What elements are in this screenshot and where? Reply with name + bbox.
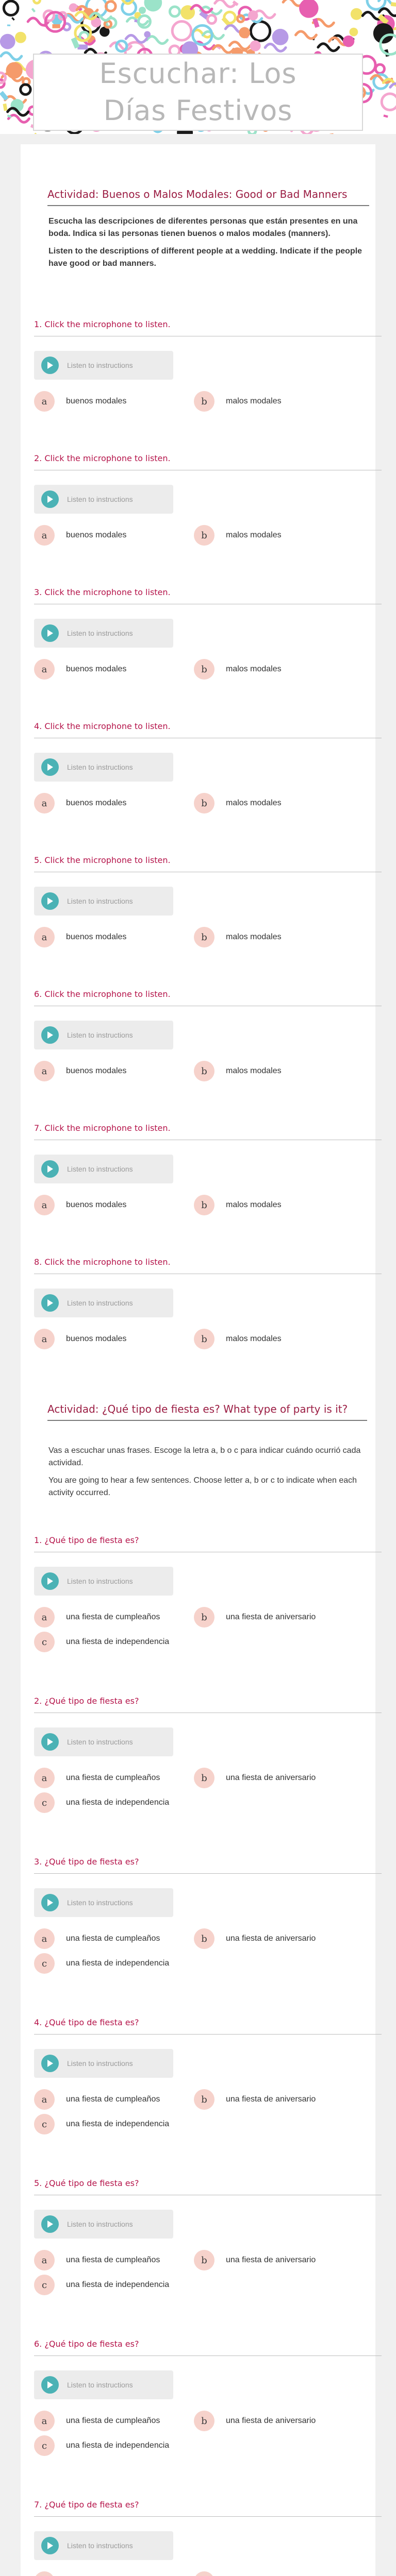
option-text: buenos modales bbox=[66, 531, 127, 539]
question-title: 2. ¿Qué tipo de fiesta es? bbox=[34, 1695, 382, 1713]
question-title: 2. Click the microphone to listen. bbox=[34, 452, 382, 470]
option-text: una fiesta de cumpleaños bbox=[66, 2095, 160, 2104]
listen-label: Listen to instructions bbox=[67, 1899, 133, 1907]
section1-instructions-en: Listen to the descriptions of different people at a wedding. Indicate if the people have good or bad manners. bbox=[48, 247, 362, 268]
option-text: una fiesta de aniversario bbox=[226, 2256, 316, 2264]
play-icon[interactable] bbox=[41, 490, 59, 508]
question-title: 6. ¿Qué tipo de fiesta es? bbox=[34, 2338, 382, 2356]
option-letter[interactable]: a bbox=[34, 2411, 55, 2431]
question bbox=[34, 720, 382, 816]
header-banner bbox=[0, 0, 396, 134]
question bbox=[34, 2338, 382, 2458]
answer-option[interactable] bbox=[34, 389, 194, 414]
listen-button[interactable] bbox=[34, 351, 173, 380]
question bbox=[34, 988, 382, 1083]
option-letter[interactable]: a bbox=[34, 1061, 55, 1081]
play-icon[interactable] bbox=[41, 1894, 59, 1911]
option-letter[interactable]: b bbox=[194, 1329, 214, 1349]
option-text: malos modales bbox=[226, 1334, 282, 1343]
answer-option[interactable] bbox=[194, 2248, 354, 2273]
option-letter[interactable]: b bbox=[194, 525, 214, 546]
answer-options bbox=[34, 1605, 382, 1654]
option-letter[interactable]: a bbox=[34, 2250, 55, 2270]
play-icon[interactable] bbox=[41, 2055, 59, 2072]
option-text: una fiesta de aniversario bbox=[226, 1773, 316, 1782]
listen-label: Listen to instructions bbox=[67, 495, 133, 503]
option-letter[interactable]: b bbox=[194, 927, 214, 947]
option-letter[interactable]: a bbox=[34, 793, 55, 814]
option-letter[interactable]: a bbox=[34, 1329, 55, 1349]
option-text: buenos modales bbox=[66, 397, 127, 405]
question bbox=[34, 2016, 382, 2137]
option-text: una fiesta de aniversario bbox=[226, 1934, 316, 1943]
listen-label: Listen to instructions bbox=[67, 629, 133, 637]
option-text: una fiesta de independencia bbox=[66, 2441, 170, 2450]
option-text: buenos modales bbox=[66, 665, 127, 673]
answer-options bbox=[34, 1193, 382, 1217]
option-letter[interactable]: b bbox=[194, 2089, 214, 2110]
option-letter[interactable]: a bbox=[34, 659, 55, 680]
option-letter[interactable]: a bbox=[34, 1607, 55, 1628]
option-letter[interactable]: a bbox=[34, 1195, 55, 1215]
option-letter[interactable]: b bbox=[194, 2250, 214, 2270]
play-icon[interactable] bbox=[41, 1733, 59, 1751]
option-letter[interactable]: b bbox=[194, 2411, 214, 2431]
question bbox=[34, 452, 382, 548]
option-letter[interactable]: a bbox=[34, 927, 55, 947]
listen-label: Listen to instructions bbox=[67, 2220, 133, 2228]
section1-heading: Actividad: Buenos o Malos Modales: Good or Bad Manners bbox=[47, 187, 369, 206]
option-letter[interactable]: b bbox=[194, 1768, 214, 1788]
listen-label: Listen to instructions bbox=[67, 1299, 133, 1307]
question bbox=[34, 1122, 382, 1217]
option-letter[interactable] bbox=[34, 2571, 55, 2576]
option-text: malos modales bbox=[226, 799, 282, 807]
listen-label: Listen to instructions bbox=[67, 1031, 133, 1039]
answer-option[interactable] bbox=[194, 389, 354, 414]
answer-option[interactable] bbox=[34, 1193, 194, 1217]
option-text: una fiesta de cumpleaños bbox=[66, 2416, 160, 2425]
question-title: 7. ¿Qué tipo de fiesta es? bbox=[34, 2499, 382, 2517]
answer-options bbox=[34, 389, 382, 414]
answer-option[interactable] bbox=[34, 523, 194, 548]
answer-option[interactable] bbox=[34, 1327, 194, 1351]
play-icon[interactable] bbox=[41, 2215, 59, 2233]
listen-label: Listen to instructions bbox=[67, 1738, 133, 1746]
listen-button[interactable] bbox=[34, 1727, 173, 1756]
answer-option[interactable] bbox=[34, 2569, 194, 2576]
question-title: 1. ¿Qué tipo de fiesta es? bbox=[34, 1534, 382, 1552]
option-text: malos modales bbox=[226, 397, 282, 405]
listen-button[interactable] bbox=[34, 1021, 173, 1049]
question-title: 3. Click the microphone to listen. bbox=[34, 586, 382, 604]
play-icon[interactable] bbox=[41, 892, 59, 910]
play-icon[interactable] bbox=[41, 624, 59, 642]
question bbox=[34, 2177, 382, 2297]
listen-label: Listen to instructions bbox=[67, 2381, 133, 2389]
listen-label: Listen to instructions bbox=[67, 2541, 133, 2550]
option-text: buenos modales bbox=[66, 1066, 127, 1075]
answer-option[interactable] bbox=[34, 1605, 194, 1630]
option-text: malos modales bbox=[226, 531, 282, 539]
answer-option[interactable] bbox=[194, 1605, 354, 1630]
listen-label: Listen to instructions bbox=[67, 1165, 133, 1173]
listen-button[interactable] bbox=[34, 2210, 173, 2239]
question bbox=[34, 1695, 382, 1815]
option-letter[interactable]: b bbox=[194, 1928, 214, 1949]
content-card bbox=[21, 144, 375, 2576]
answer-option[interactable] bbox=[34, 2273, 194, 2297]
play-icon[interactable] bbox=[41, 1294, 59, 1312]
question-title: 7. Click the microphone to listen. bbox=[34, 1122, 382, 1140]
answer-option[interactable] bbox=[34, 2112, 194, 2137]
option-text: buenos modales bbox=[66, 799, 127, 807]
listen-button[interactable] bbox=[34, 1289, 173, 1317]
option-text: una fiesta de cumpleaños bbox=[66, 2256, 160, 2264]
answer-option[interactable] bbox=[34, 925, 194, 950]
answer-option[interactable] bbox=[194, 523, 354, 548]
option-text: malos modales bbox=[226, 665, 282, 673]
answer-options bbox=[34, 523, 382, 548]
answer-options bbox=[34, 657, 382, 682]
section1-instructions bbox=[48, 215, 368, 275]
play-icon[interactable] bbox=[41, 2537, 59, 2554]
option-text: malos modales bbox=[226, 1200, 282, 1209]
question-title: 4. Click the microphone to listen. bbox=[34, 720, 382, 738]
play-icon[interactable] bbox=[41, 1572, 59, 1590]
section2-instructions bbox=[48, 1445, 368, 1504]
answer-option[interactable] bbox=[34, 1951, 194, 1976]
option-letter[interactable]: c bbox=[34, 1792, 55, 1813]
option-letter[interactable]: a bbox=[34, 525, 55, 546]
option-text: una fiesta de independencia bbox=[66, 2120, 170, 2128]
listen-label: Listen to instructions bbox=[67, 361, 133, 369]
option-letter[interactable]: a bbox=[34, 391, 55, 412]
option-letter[interactable]: c bbox=[34, 2435, 55, 2456]
answer-option[interactable] bbox=[34, 2433, 194, 2458]
listen-label: Listen to instructions bbox=[67, 1577, 133, 1585]
answer-option[interactable] bbox=[194, 2087, 354, 2112]
answer-option[interactable] bbox=[194, 2409, 354, 2433]
question bbox=[34, 854, 382, 950]
listen-button[interactable] bbox=[34, 1567, 173, 1596]
question bbox=[34, 586, 382, 682]
answer-option[interactable] bbox=[34, 1790, 194, 1815]
option-letter[interactable]: a bbox=[34, 1928, 55, 1949]
listen-button[interactable] bbox=[34, 1888, 173, 1917]
answer-option[interactable] bbox=[34, 1926, 194, 1951]
option-text: una fiesta de aniversario bbox=[226, 2095, 316, 2104]
answer-option[interactable] bbox=[194, 791, 354, 816]
answer-option[interactable] bbox=[194, 1926, 354, 1951]
answer-option[interactable] bbox=[194, 1766, 354, 1790]
option-text: buenos modales bbox=[66, 933, 127, 941]
answer-options bbox=[34, 925, 382, 950]
option-letter[interactable]: b bbox=[194, 391, 214, 412]
answer-options bbox=[34, 2569, 382, 2576]
listen-button[interactable] bbox=[34, 887, 173, 916]
answer-option[interactable] bbox=[34, 2248, 194, 2273]
answer-option[interactable] bbox=[194, 925, 354, 950]
option-letter[interactable]: b bbox=[194, 1061, 214, 1081]
option-letter[interactable]: b bbox=[194, 659, 214, 680]
option-text: una fiesta de independencia bbox=[66, 1798, 170, 1807]
play-icon[interactable] bbox=[41, 2376, 59, 2394]
section2-instructions-es: Vas a escuchar unas frases. Escoge la letra a, b o c para indicar cuándo ocurrió cada actividad. bbox=[48, 1446, 361, 1467]
question bbox=[34, 318, 382, 414]
option-text: una fiesta de independencia bbox=[66, 2280, 170, 2289]
listen-label: Listen to instructions bbox=[67, 2059, 133, 2067]
option-letter[interactable]: a bbox=[34, 1768, 55, 1788]
option-text: buenos modales bbox=[66, 1200, 127, 1209]
play-icon[interactable] bbox=[41, 758, 59, 776]
listen-button[interactable] bbox=[34, 2370, 173, 2399]
listen-button[interactable] bbox=[34, 753, 173, 782]
listen-button[interactable] bbox=[34, 2531, 173, 2560]
option-letter[interactable]: c bbox=[34, 1953, 55, 1974]
section1-instructions-es: Escucha las descripciones de diferentes personas que están presentes en una boda. Indica si las personas tienen buenos o malos modales (manners). bbox=[48, 217, 358, 238]
play-icon[interactable] bbox=[41, 1026, 59, 1044]
option-text: una fiesta de aniversario bbox=[226, 2416, 316, 2425]
listen-button[interactable] bbox=[34, 2049, 173, 2078]
answer-options bbox=[34, 1766, 382, 1815]
play-icon[interactable] bbox=[41, 1160, 59, 1178]
question-title: 1. Click the microphone to listen. bbox=[34, 318, 382, 336]
answer-option[interactable] bbox=[34, 2087, 194, 2112]
option-text: una fiesta de cumpleaños bbox=[66, 1613, 160, 1621]
answer-option[interactable] bbox=[34, 1630, 194, 1654]
answer-options bbox=[34, 2248, 382, 2297]
question bbox=[34, 2499, 382, 2576]
option-text: una fiesta de aniversario bbox=[226, 1613, 316, 1621]
answer-option[interactable] bbox=[34, 2409, 194, 2433]
answer-options bbox=[34, 1926, 382, 1976]
listen-button[interactable] bbox=[34, 485, 173, 514]
option-text: una fiesta de cumpleaños bbox=[66, 1934, 160, 1943]
answer-option[interactable] bbox=[34, 657, 194, 682]
question-title: 4. ¿Qué tipo de fiesta es? bbox=[34, 2016, 382, 2035]
option-text: una fiesta de independencia bbox=[66, 1959, 170, 1968]
option-letter[interactable]: b bbox=[194, 1195, 214, 1215]
option-letter[interactable]: b bbox=[194, 1607, 214, 1628]
page-title: Escuchar: Los Días Festivos bbox=[99, 57, 297, 127]
title-box bbox=[33, 54, 363, 131]
answer-option[interactable] bbox=[194, 1327, 354, 1351]
question bbox=[34, 1534, 382, 1654]
answer-options bbox=[34, 1327, 382, 1351]
play-icon[interactable] bbox=[41, 357, 59, 374]
answer-options bbox=[34, 1059, 382, 1083]
answer-option[interactable] bbox=[194, 657, 354, 682]
option-text: una fiesta de cumpleaños bbox=[66, 1773, 160, 1782]
option-letter[interactable]: c bbox=[34, 1632, 55, 1652]
option-text: buenos modales bbox=[66, 1334, 127, 1343]
question-title: 3. ¿Qué tipo de fiesta es? bbox=[34, 1856, 382, 1874]
question-title: 5. Click the microphone to listen. bbox=[34, 854, 382, 872]
question bbox=[34, 1256, 382, 1351]
listen-button[interactable] bbox=[34, 1155, 173, 1183]
option-letter[interactable]: b bbox=[194, 793, 214, 814]
listen-button[interactable] bbox=[34, 619, 173, 648]
answer-options bbox=[34, 2087, 382, 2137]
option-text: malos modales bbox=[226, 933, 282, 941]
answer-option[interactable] bbox=[34, 1766, 194, 1790]
listen-label: Listen to instructions bbox=[67, 897, 133, 905]
listen-label: Listen to instructions bbox=[67, 763, 133, 771]
section2-heading: Actividad: ¿Qué tipo de fiesta es? What type of party is it? bbox=[47, 1401, 367, 1421]
question-title: 8. Click the microphone to listen. bbox=[34, 1256, 382, 1274]
option-letter[interactable]: c bbox=[34, 2114, 55, 2134]
question-title: 5. ¿Qué tipo de fiesta es? bbox=[34, 2177, 382, 2195]
answer-option[interactable] bbox=[194, 1193, 354, 1217]
section2-instructions-en: You are going to hear a few sentences. Choose letter a, b or c to indicate when each activity occurred. bbox=[48, 1476, 357, 1497]
answer-options bbox=[34, 2409, 382, 2458]
answer-option[interactable] bbox=[34, 1059, 194, 1083]
answer-options bbox=[34, 791, 382, 816]
answer-option[interactable] bbox=[194, 1059, 354, 1083]
answer-option[interactable] bbox=[194, 2569, 354, 2576]
option-text: malos modales bbox=[226, 1066, 282, 1075]
option-letter[interactable]: a bbox=[34, 2089, 55, 2110]
option-letter[interactable]: c bbox=[34, 2275, 55, 2295]
option-text: una fiesta de independencia bbox=[66, 1637, 170, 1646]
option-letter[interactable] bbox=[194, 2571, 214, 2576]
question bbox=[34, 1856, 382, 1976]
answer-option[interactable] bbox=[34, 791, 194, 816]
question-title: 6. Click the microphone to listen. bbox=[34, 988, 382, 1006]
